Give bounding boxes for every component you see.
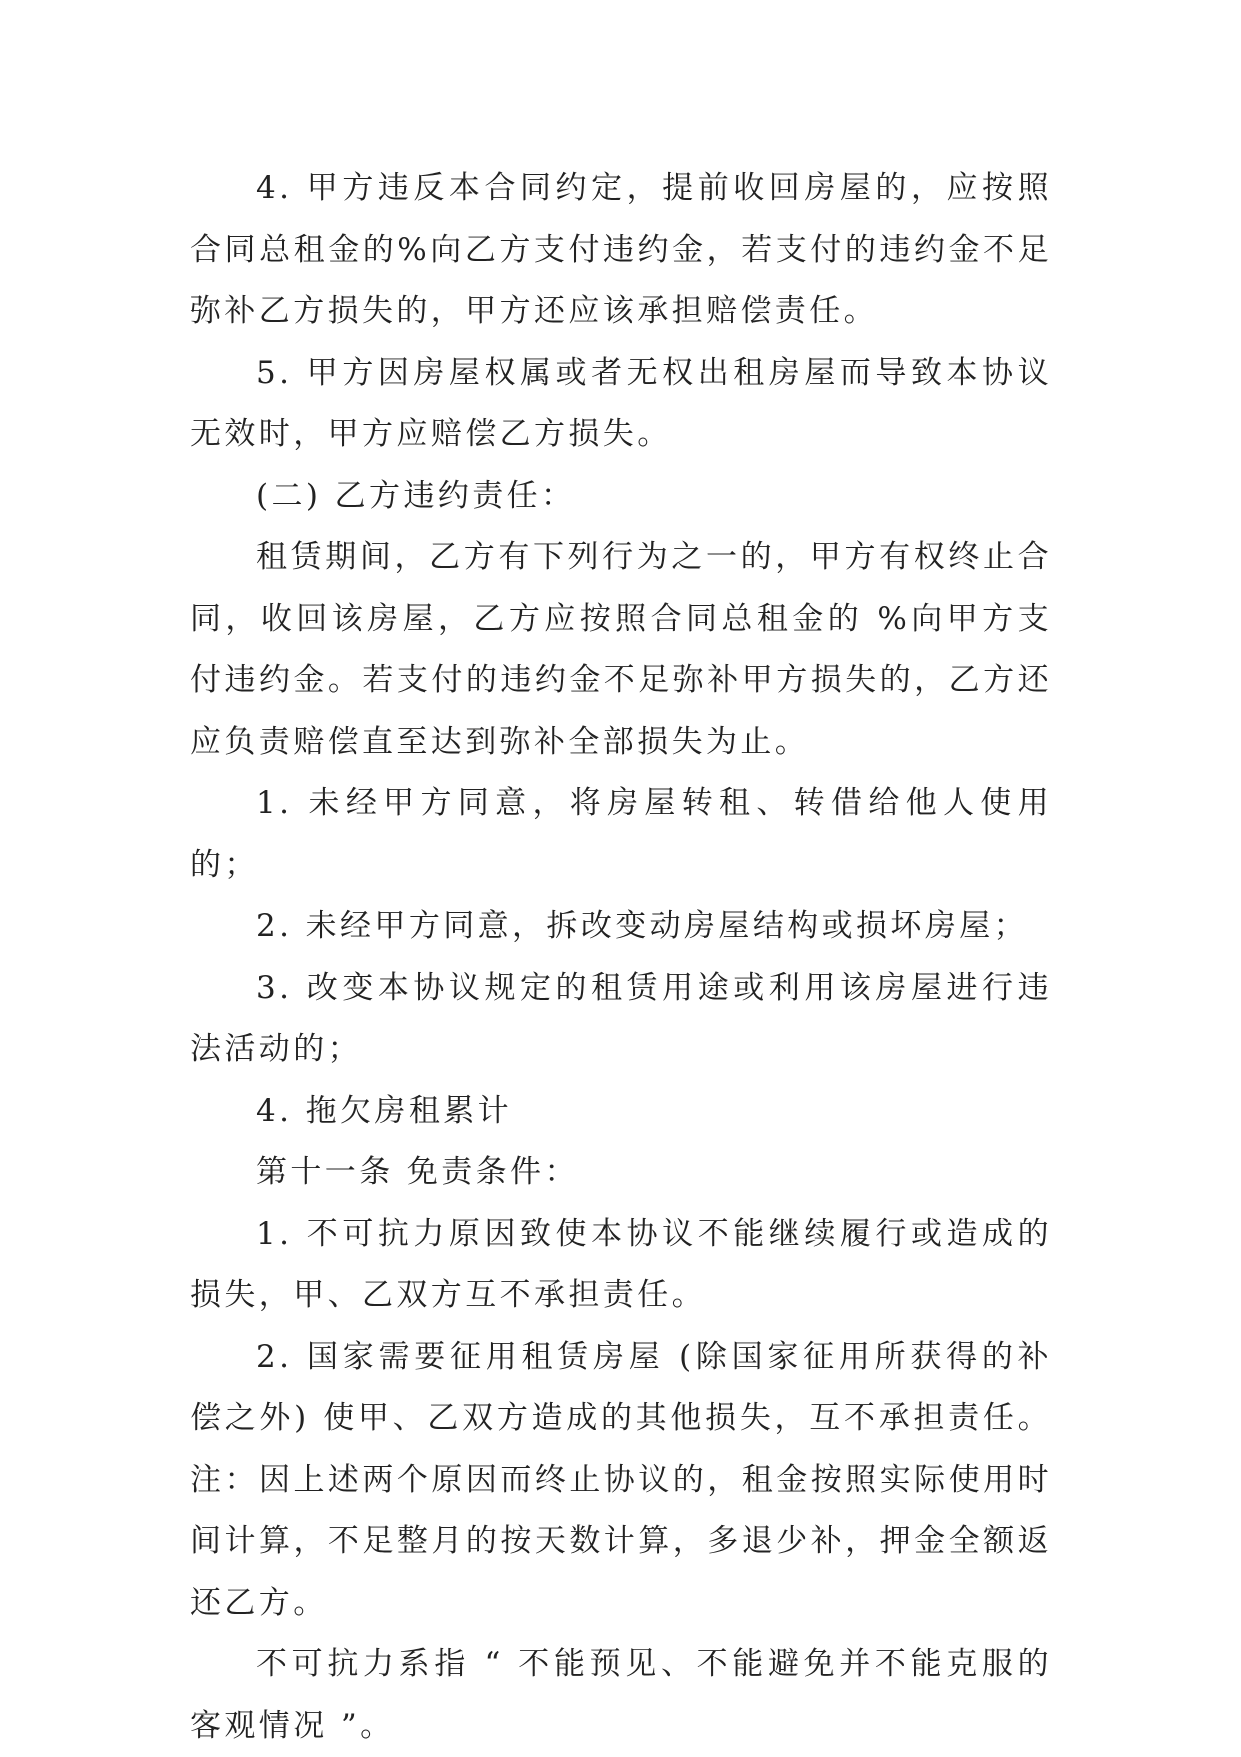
list-item-alter-structure: 2. 未经甲方同意，拆改变动房屋结构或损坏房屋；	[256, 908, 1029, 944]
paragraph-force-majeure-definition: 不可抗力系指 “ 不能预见、不能避免并不能克服的客观情况 ”。	[190, 1646, 1052, 1744]
paragraph-landlord-early-recovery: 4. 甲方违反本合同约定，提前收回房屋的，应按照合同总租金的%向乙方支付违约金，若支付的违约金不足弥补乙方损失的，甲方还应该承担赔偿责任。	[190, 170, 1052, 329]
document-body	[190, 158, 1052, 1757]
list-item-illegal-use: 3. 改变本协议规定的租赁用途或利用该房屋进行违法活动的；	[190, 969, 1052, 1067]
paragraph-force-majeure: 1. 不可抗力原因致使本协议不能继续履行或造成的损失，甲、乙双方互不承担责任。	[190, 1215, 1052, 1313]
section-heading-tenant-breach: (二) 乙方违约责任：	[256, 477, 576, 514]
list-item-rent-arrears: 4. 拖欠房租累计	[256, 1092, 513, 1129]
article-heading-exemption: 第十一条 免责条件：	[256, 1154, 579, 1190]
paragraph-expropriation: 2. 国家需要征用租赁房屋 (除国家征用所获得的补偿之外) 使甲、乙双方造成的其他损失，互不承担责任。注：因上述两个原因而终止协议的，租金按照实际使用时间计算，不足整月的按天数计算，多退少补，押金全额返还乙方。	[190, 1338, 1052, 1621]
paragraph-landlord-invalid-lease: 5. 甲方因房屋权属或者无权出租房屋而导致本协议无效时，甲方应赔偿乙方损失。	[190, 354, 1052, 452]
paragraph-tenant-breach-intro: 租赁期间，乙方有下列行为之一的，甲方有权终止合同，收回该房屋，乙方应按照合同总租金的 %向甲方支付违约金。若支付的违约金不足弥补甲方损失的，乙方还应负责赔偿直至达到弥补全部损失为止。	[190, 539, 1052, 760]
list-item-sublease: 1. 未经甲方同意，将房屋转租、转借给他人使用的；	[190, 785, 1052, 883]
